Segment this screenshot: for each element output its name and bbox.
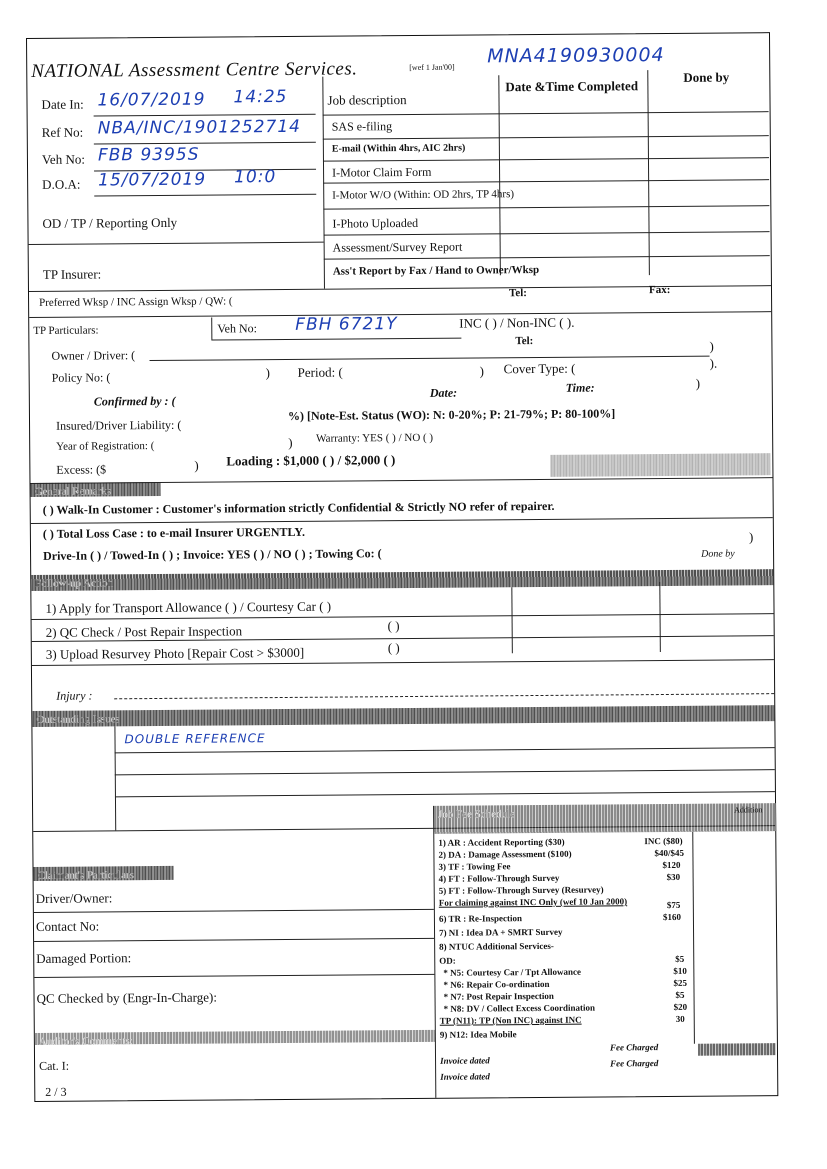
time-label: Time: (565, 380, 595, 395)
apply-transport-allowance: 1) Apply for Transport Allowance ( ) / Courtesy Car ( ) (45, 598, 332, 616)
tp-veh-no-label: Veh No: (217, 321, 258, 336)
job-row-photo-uploaded: I-Photo Uploaded (332, 215, 419, 231)
tp-tel-label: Tel: (515, 335, 534, 348)
drive-in-line: Drive-In ( ) / Towed-In ( ) ; Invoice: YES ( ) / NO ( ) ; Towing Co: ( (43, 546, 382, 563)
follow-up-done-by: Done by (701, 548, 735, 560)
date-in-label: Date In: (41, 96, 84, 112)
follow-up-header: Follow-up Action (31, 569, 773, 591)
tp-veh-no-value: FBH 6721Y (295, 314, 398, 335)
veh-no-value: FBB 9395S (97, 144, 200, 166)
fee-row: 4) FT : Follow-Through Survey (438, 872, 560, 884)
upload-resurvey-paren: ( ) (387, 640, 400, 656)
fee-charged-box (698, 1043, 776, 1056)
walk-in-customer-line: ( ) Walk-In Customer : Customer's information strictly Confidential & Strictly NO refer of repairer. (42, 498, 555, 517)
od-tp-reporting: OD / TP / Reporting Only (42, 214, 178, 231)
date-label: Date: (429, 385, 458, 400)
invoice-dated-1: Invoice dated (440, 1055, 490, 1066)
liability-label: Insured/Driver Liability: ( (55, 417, 182, 433)
veh-no-label: Veh No: (41, 151, 85, 167)
total-loss-line: ( ) Total Loss Case : to e-mail Insurer URGENTLY. (42, 524, 305, 541)
fee-row: OD: (439, 955, 456, 966)
fee-charged-2: Fee Charged (610, 1058, 659, 1069)
assessment-form: NATIONAL Assessment Centre Services. [wef 1 Jan'00] MNA4190930004 Date In: 16/07/2019 14:25 Ref No: NBA/INC/1901252714 Veh No: FBB 9395S D.O.A: 15/07/2019 10:0 OD / TP / Reporting Only TP Insurer: Job description Date &Time Completed Done by SAS e-filing E-mail (Within 4hrs, AIC 2hrs) I-Motor Claim Form I-Motor W/O (Within: OD 2hrs, TP 4hrs) I-Photo Uploaded Assessment/Survey Report Ass't Report by Fax / Hand to Owner/Wksp Preferred Wksp / INC Assign Wksp / QW: ( Tel: Fax: TP Particulars: Veh No: FBH 6721Y INC ( ) / Non-INC ( ). Tel: Owner / Driver: ( ) Policy No: ( ) Period: ( ) Cover Type: ( ). Confirmed by : ( Date: Time: ) Insured/Driver Liability: ( %) [Note-Est. Status (WO): N: 0-20%; P: 21-79%; P: 80-100%] Year of Registration: ( ) Warranty: YES ( ) / NO ( ) Excess: ($ ) Loading : $1,000 ( ) / $2,000 ( ) General Remarks ( ) Walk-In Customer : Customer's information strictly Confidential & Strictly NO refer of repairer. ( ) Total Loss Case : to e-mail Insurer URGENTLY. Drive-In ( ) / Towed-In ( ) ; Invoice: YES ( ) / NO ( ) ; Towing Co: ( ) Follow-up Action Done by 1) Apply for Transport Allowance ( ) / Courtesy Car ( ) 2) QC Check / Post Repair Inspection ( ) 3) Upload Resurvey Photo [Repair Cost > $3000] ( ) Injury : Outstanding Issues DOUBLE REFERENCE Claimant's Particulars Driver/Owner: Contact No: Damaged Portion: QC Checked by (Engr-In-Charge): Auditor's Comments: Cat. I: 2 / 3 Job Fee Schedule Addition 1) AR : Accident Reporting ($30) INC ($80) 2) DA : Damage Assessment ($100) $40/$45 3) TF : Towing Fee $120 4) FT : Follow-Through Survey $30 5) FT : Follow-Through Survey (Resurvey) For claiming against INC Only (wef 10 Jan 2000) $75 6) TR : Re-Inspection $160 7) NI : Idea DA + SMRT Survey 8) NTUC Additional Services- OD: $5 * N5: Courtesy Car / Tpt Allowance $10 * N6: Repair Co-ordination $25 * N7: Post Repair Inspection $5 * N8: DV / Collect Excess Coordination $20 TP (N11): TP (Non INC) against INC 30 9) N12: Idea Mobile Fee Charged Invoice dated Fee Charged Invoice dated (26, 32, 778, 1102)
qc-checked-by-label: QC Checked by (Engr-In-Charge): (36, 989, 217, 1006)
outstanding-issues-header: Outstanding Issues (32, 705, 774, 727)
fee-row: TP (N11): TP (Non INC) against INC (439, 1014, 582, 1026)
ref-no-value: NBA/INC/1901252714 (97, 116, 302, 139)
outstanding-handwritten-note: DOUBLE REFERENCE (124, 731, 266, 747)
driver-owner-label: Driver/Owner: (35, 890, 113, 906)
fee-row: * N7: Post Repair Inspection (443, 990, 554, 1002)
contact-no-label: Contact No: (35, 918, 100, 934)
doa-value: 15/07/2019 (98, 169, 207, 191)
tel-label: Tel: (508, 287, 528, 300)
upload-resurvey-line: 3) Upload Resurvey Photo [Repair Cost > $3000] (45, 644, 305, 662)
fee-schedule-box: Job Fee Schedule Addition 1) AR : Accident Reporting ($30) INC ($80) 2) DA : Damage Assessment ($100) $40/$45 3) TF : Towing Fee $120 4) FT : Follow-Through Survey $30 5) FT : Follow-Through Survey (Resurvey) For claiming against INC Only (wef 10 Jan 2000) $75 6) TR : Re-Inspection $160 7) NI : Idea DA + SMRT Survey 8) NTUC Additional Services- OD: $5 * N5: Courtesy Car / Tpt Allowance $10 * N6: Repair Co-ordination $25 * N7: Post Repair Inspection $5 * N8: DV / Collect Excess Coordination $20 TP (N11): TP (Non INC) against INC 30 9) N12: Idea Mobile Fee Charged Invoice dated Fee Charged Invoice dated (433, 803, 778, 1098)
fax-label: Fax: (648, 283, 671, 297)
year-registration-label: Year of Registration: ( (56, 440, 155, 453)
fee-row: 8) NTUC Additional Services- (439, 940, 554, 952)
handwritten-reference: MNA4190930004 (487, 43, 665, 68)
fee-row: 6) TR : Re-Inspection (438, 913, 523, 924)
policy-no-label: Policy No: ( (51, 370, 111, 385)
period-label: Period: ( (297, 364, 343, 380)
inc-non-inc: INC ( ) / Non-INC ( ). (459, 314, 575, 331)
job-description-header: Job description (327, 92, 407, 108)
version-note: [wef 1 Jan'00] (409, 62, 455, 72)
liability-note: %) [Note-Est. Status (WO): N: 0-20%; P: 21-79%; P: 80-100%] (287, 406, 616, 423)
fee-charged-1: Fee Charged (609, 1042, 659, 1053)
auditor-comments-header: Auditor's Comments: (35, 1030, 435, 1045)
fee-row: For claiming against INC Only (wef 10 Jan 2000) (438, 896, 628, 908)
qc-check-paren: ( ) (387, 618, 400, 634)
owner-driver-label: Owner / Driver: ( (51, 348, 136, 363)
excess-label: Excess: ($ (56, 462, 107, 477)
form-title: NATIONAL Assessment Centre Services. (31, 58, 358, 82)
injury-label: Injury : (56, 688, 93, 703)
warranty-label: Warranty: YES ( ) / NO ( ) (316, 431, 434, 445)
fee-row: 2) DA : Damage Assessment ($100) (438, 848, 572, 860)
claimant-particulars-header: Claimant's Particulars (34, 866, 174, 881)
ref-no-label: Ref No: (41, 124, 84, 140)
job-row-motor-wo: I-Motor W/O (Within: OD 2hrs, TP 4hrs) (332, 188, 515, 202)
confirmed-by-label: Confirmed by : ( (93, 393, 176, 409)
damaged-portion-label: Damaged Portion: (36, 950, 132, 966)
job-row-sas-efiling: SAS e-filing (331, 119, 393, 134)
done-by-header: Done by (683, 69, 730, 85)
fee-row: 1) AR : Accident Reporting ($30) (438, 836, 565, 848)
cover-type-label: Cover Type: ( (503, 360, 576, 377)
date-in-value: 16/07/2019 (97, 89, 206, 111)
fee-row: 5) FT : Follow-Through Survey (Resurvey) (438, 884, 604, 896)
fee-row: * N8: DV / Collect Excess Coordination (443, 1002, 595, 1014)
job-row-report-by-fax: Ass't Report by Fax / Hand to Owner/Wksp (332, 263, 540, 278)
fee-addition-header: Addition (734, 805, 763, 815)
date-time-completed-header: Date &Time Completed (505, 78, 639, 95)
cat-label: Cat. I: (39, 1058, 70, 1073)
invoice-dated-2: Invoice dated (440, 1071, 490, 1082)
doa-label: D.O.A: (42, 176, 81, 192)
job-row-claim-form: I-Motor Claim Form (332, 164, 432, 180)
general-remarks-header: General Remarks (30, 482, 160, 497)
fee-row: * N6: Repair Co-ordination (443, 978, 550, 990)
qc-check-line: 2) QC Check / Post Repair Inspection (45, 623, 243, 640)
doa-time-value: 10:0 (234, 167, 277, 188)
tp-insurer-label: TP Insurer: (42, 266, 102, 282)
preferred-wksp-label: Preferred Wksp / INC Assign Wksp / QW: ( (39, 295, 233, 309)
job-row-email: E-mail (Within 4hrs, AIC 2hrs) (331, 142, 466, 155)
fee-row: * N5: Courtesy Car / Tpt Allowance (443, 966, 582, 978)
fee-row: 3) TF : Towing Fee (438, 861, 511, 872)
fee-row: 9) N12: Idea Mobile (439, 1029, 517, 1040)
page-indicator: 2 / 3 (45, 1084, 67, 1099)
loading-label: Loading : $1,000 ( ) / $2,000 ( ) (226, 452, 396, 469)
tp-particulars-label: TP Particulars: (33, 324, 99, 337)
fee-schedule-header: Job Fee Schedule (434, 803, 776, 834)
time-in-value: 14:25 (233, 86, 288, 108)
job-row-assessment-report: Assessment/Survey Report (332, 239, 463, 255)
fee-row: 7) NI : Idea DA + SMRT Survey (439, 926, 563, 938)
